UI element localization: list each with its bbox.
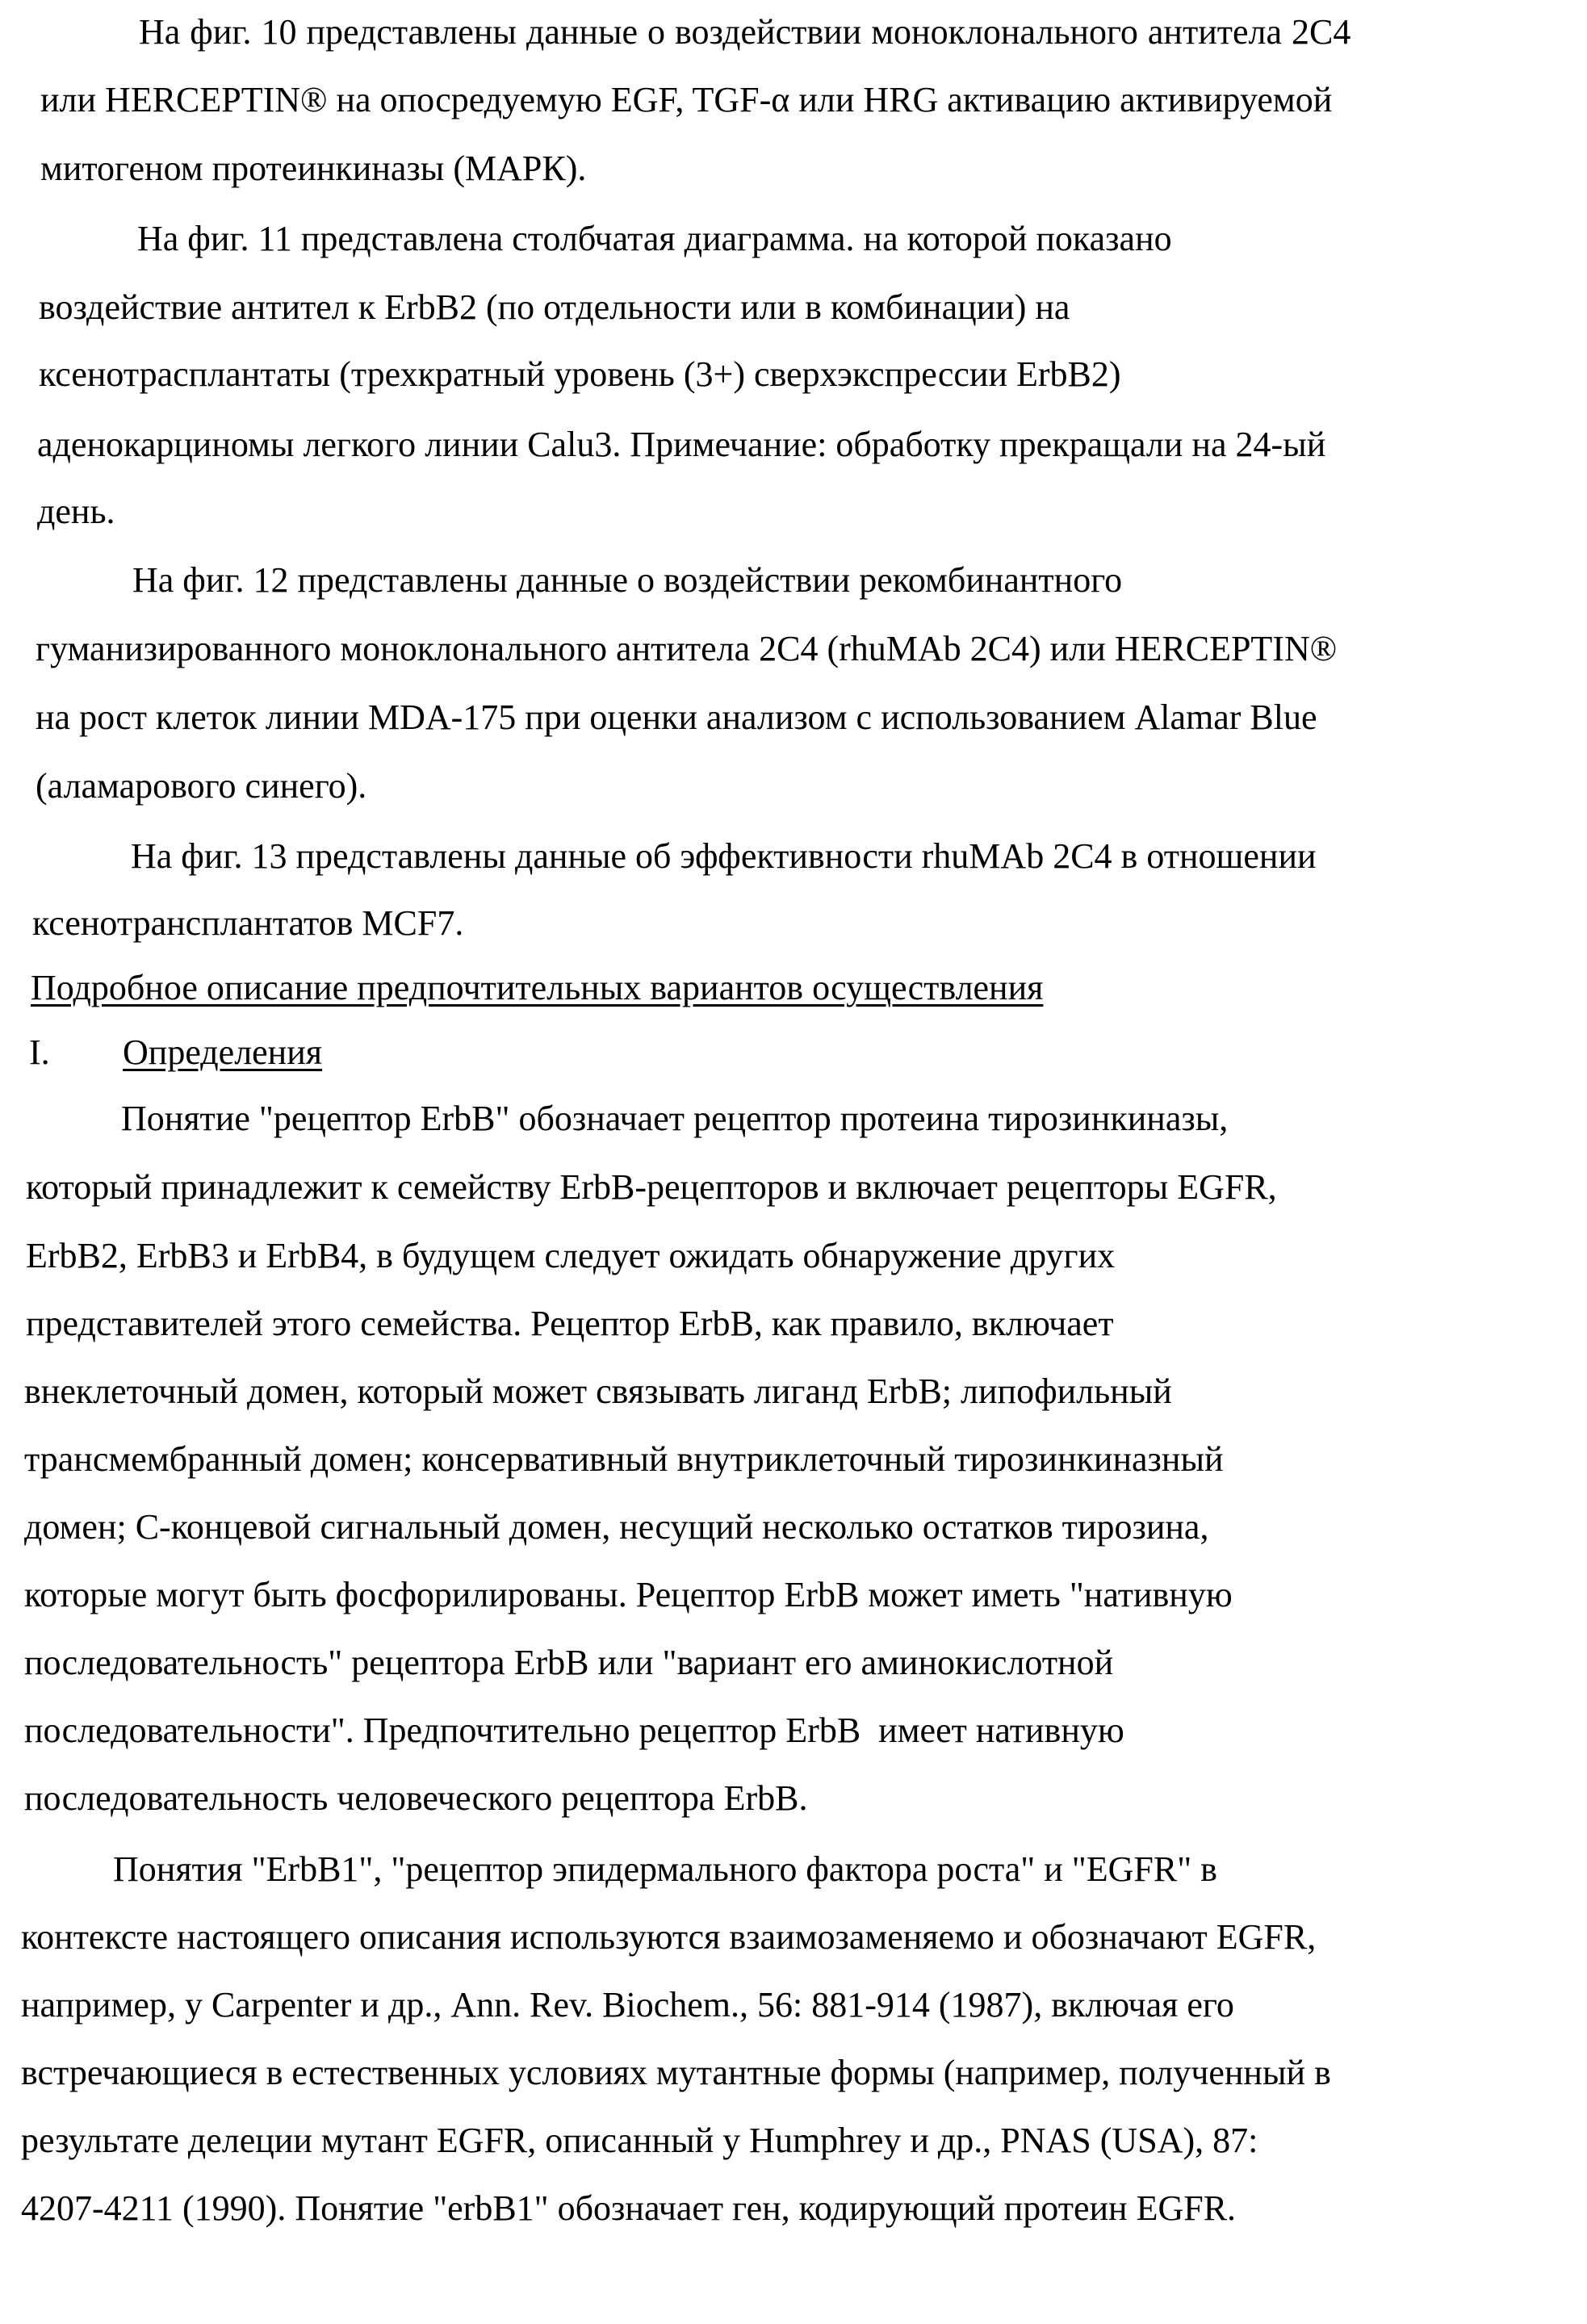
text-line: день. (37, 492, 115, 531)
text-line: На фиг. 10 представлены данные о воздействии моноклонального антитела 2С4 (139, 12, 1351, 52)
text-line: ксенотрасплантаты (трехкратный уровень (3+) сверхэкспрессии ErbB2) (39, 354, 1121, 394)
text-line: последовательности". Предпочтительно рецептор ErbB имеет нативную (24, 1711, 1124, 1750)
text-line: которые могут быть фосфорилированы. Рецептор ErbB может иметь "нативную (24, 1575, 1233, 1614)
text-line: ErbB2, ErbB3 и ErbB4, в будущем следует ожидать обнаружение других (26, 1236, 1116, 1275)
subsection-number: I. (29, 1032, 50, 1072)
text-line: Понятия "ErbB1", "рецептор эпидермального фактора роста" и "EGFR" в (113, 1849, 1217, 1889)
text-line: трансмембранный домен; консервативный внутриклеточный тирозинкиназный (24, 1439, 1224, 1479)
text-line: аденокарциномы легкого линии Calu3. Примечание: обработку прекращали на 24-ый (37, 425, 1326, 464)
text-line: последовательность" рецептора ErbB или "вариант его аминокислотной (24, 1643, 1114, 1682)
text-line: На фиг. 13 представлены данные об эффективности rhuMAb 2C4 в отношении (131, 836, 1317, 876)
text-line: представителей этого семейства. Рецептор ErbB, как правило, включает (26, 1304, 1114, 1343)
text-line: на рост клеток линии MDA-175 при оценки анализом с использованием Alamar Blue (36, 697, 1317, 737)
text-line: (аламарового синего). (36, 766, 367, 806)
text-line: На фиг. 11 представлена столбчатая диаграмма. на которой показано (137, 219, 1172, 258)
subsection-title: Определения (123, 1032, 323, 1072)
text-line: внеклеточный домен, который может связывать лиганд ErbB; липофильный (24, 1371, 1172, 1411)
text-line: воздействие антител к ErbB2 (по отдельности или в комбинации) на (39, 287, 1070, 327)
text-line: ксенотрансплантатов MCF7. (32, 903, 464, 943)
text-line: или HERCEPTIN® на опосредуемую EGF, TGF-α или HRG активацию активируемой (40, 80, 1333, 119)
text-line: последовательность человеческого рецептора ErbB. (24, 1778, 808, 1818)
text-line: результате делеции мутант EGFR, описанный у Humphrey и др., PNAS (USA), 87: (21, 2121, 1258, 2160)
section-heading: Подробное описание предпочтительных вариантов осуществления (31, 968, 1044, 1007)
text-line: митогеном протеинкиназы (МАРК). (40, 149, 587, 188)
text-line: На фиг. 12 представлены данные о воздействии рекомбинантного (132, 560, 1123, 600)
text-line: 4207-4211 (1990). Понятие "erbB1" обозначает ген, кодирующий протеин EGFR. (21, 2188, 1237, 2228)
text-line: гуманизированного моноклонального антитела 2С4 (rhuMAb 2C4) или HERCEPTIN® (36, 629, 1338, 668)
text-line: Понятие "рецептор ErbB" обозначает рецептор протеина тирозинкиназы, (121, 1099, 1229, 1138)
text-line: который принадлежит к семейству ErbB-рецепторов и включает рецепторы EGFR, (26, 1167, 1277, 1207)
text-line: например, у Carpenter и др., Ann. Rev. Biochem., 56: 881-914 (1987), включая его (21, 1985, 1234, 2025)
text-line: встречающиеся в естественных условиях мутантные формы (например, полученный в (21, 2053, 1331, 2092)
text-line: контексте настоящего описания используются взаимозаменяемо и обозначают EGFR, (21, 1917, 1317, 1957)
text-line: домен; С-концевой сигнальный домен, несущий несколько остатков тирозина, (24, 1507, 1209, 1547)
